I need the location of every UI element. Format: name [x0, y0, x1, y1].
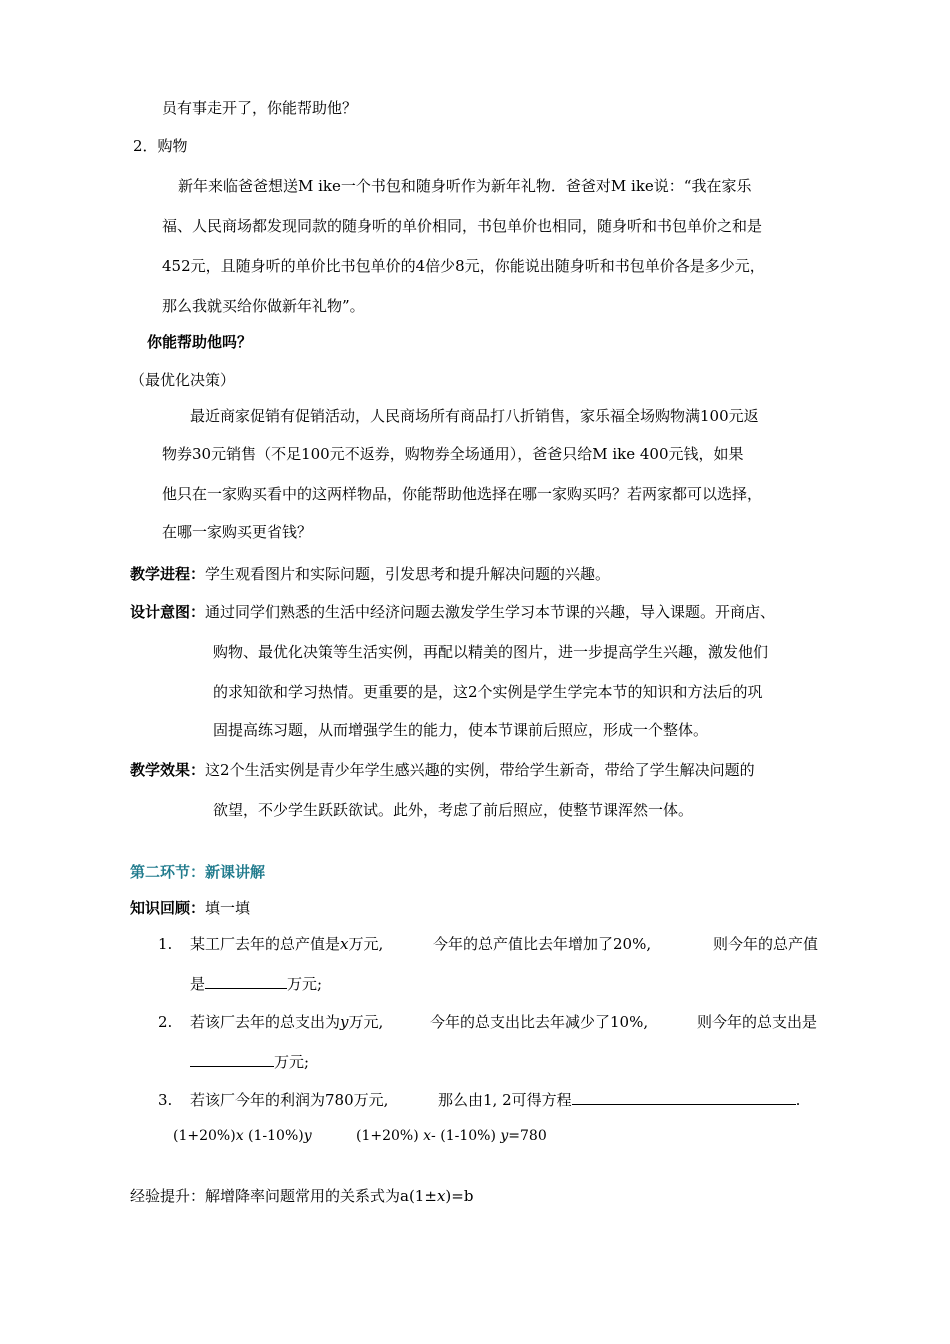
item-3-equation-line: [438, 1090, 800, 1110]
item-1-text: 某工厂去年的总产值是: [190, 935, 341, 953]
optimal-para-line: 他只在一家购买看中的这两样物品，你能帮助他选择在哪一家购买吗？若两家都可以选择，: [162, 485, 763, 503]
teaching-effect: 教学效果：这2个生活实例是青少年学生感兴趣的实例，带给学生新奇，带给了学生解决问题的: [130, 761, 755, 779]
optimal-para-line: 物券30元销售（不足100元不返券，购物券全场通用），爸爸只给M ike 400元钱，如果: [162, 445, 744, 463]
answer-term: (1+20%): [173, 1128, 236, 1144]
answer-term: (1-10%): [248, 1128, 304, 1144]
var-x: x: [340, 935, 349, 953]
answer-term: - (1-10%): [431, 1128, 496, 1144]
item-2-text: 若该厂去年的总支出为: [190, 1013, 341, 1031]
item-2-decrease: 今年的总支出比去年减少了10%,: [430, 1013, 649, 1031]
item-1-then: 则今年的总产值: [713, 935, 819, 953]
item-2-unit2: 万元;: [274, 1053, 310, 1071]
item-number: 1.: [158, 935, 173, 953]
item-2-then: 则今年的总支出是: [697, 1013, 818, 1031]
var-x: x: [235, 1128, 244, 1144]
intro-continuation: 员有事走开了，你能帮助他？: [162, 99, 358, 117]
section-title: 第二环节：新课讲解: [130, 863, 266, 881]
answer-term: =780: [508, 1128, 547, 1144]
fill-blank[interactable]: [190, 1052, 274, 1067]
item-1-unit: 万元,: [348, 935, 384, 953]
item-number: 2.: [158, 1013, 173, 1031]
optimal-heading: （最优化决策）: [130, 371, 236, 389]
shopping-para-line: 新年来临爸爸想送M ike一个书包和随身听作为新年礼物．爸爸对M ike说：“我在家乐: [178, 177, 752, 195]
formula: a(1±: [400, 1187, 437, 1205]
item-2-unit: 万元,: [348, 1013, 384, 1031]
answer-1: [173, 1126, 312, 1146]
var-y: y: [303, 1128, 312, 1144]
item-1-is: 是: [190, 975, 206, 993]
design-intent-line: 固提高练习题，从而增强学生的能力，使本节课前后照应，形成一个整体。: [213, 721, 709, 739]
formula: )=b: [445, 1187, 474, 1205]
design-intent-label: 设计意图: [130, 603, 191, 621]
item-2-answer-line: [190, 1052, 309, 1072]
shopping-heading: 2．购物: [133, 137, 188, 155]
item-2-part: [190, 1012, 383, 1032]
shopping-para-line: 那么我就买给你做新年礼物”。: [162, 297, 365, 315]
item-1-answer-line: [190, 974, 322, 994]
fill-blank[interactable]: [572, 1090, 796, 1105]
item-number: 3.: [158, 1091, 173, 1109]
var-x: x: [436, 1187, 446, 1205]
optimal-para-line: 最近商家促销有促销活动，人民商场所有商品打八折销售，家乐福全场购物满100元返: [190, 407, 759, 425]
answer-term: (1+20%): [356, 1128, 419, 1144]
design-intent: 设计意图：通过同学们熟悉的生活中经济问题去激发学生学习本节课的兴趣，导入课题。开商店、: [130, 603, 776, 621]
item-3-end: .: [795, 1091, 801, 1109]
item-3-equation-prompt: 那么由1, 2可得方程: [438, 1091, 572, 1109]
var-y: y: [340, 1013, 349, 1031]
item-3-text: 若该厂今年的利润为780万元,: [190, 1091, 389, 1109]
teaching-process: 教学进程：学生观看图片和实际问题，引发思考和提升解决问题的兴趣。: [130, 565, 611, 583]
knowledge-review: 知识回顾：填一填: [130, 899, 251, 917]
experience-label: 经验提升：解增降率问题常用的关系式为: [130, 1187, 401, 1205]
answer-2: [356, 1126, 547, 1146]
review-label: 知识回顾: [130, 899, 191, 917]
var-y: y: [500, 1128, 509, 1144]
item-1-part: [190, 934, 383, 954]
experience-line: [130, 1186, 473, 1206]
shopping-para-line: 福、人民商场都发现同款的随身听的单价相同，书包单价也相同，随身听和书包单价之和是: [162, 217, 763, 235]
item-1-unit2: 万元;: [287, 975, 323, 993]
design-intent-line: 购物、最优化决策等生活实例，再配以精美的图片，进一步提高学生兴趣，激发他们: [213, 643, 769, 661]
teaching-process-text: 学生观看图片和实际问题，引发思考和提升解决问题的兴趣。: [205, 565, 611, 583]
shopping-para-line: 452元，且随身听的单价比书包单价的4倍少8元，你能说出随身听和书包单价各是多少元，: [162, 257, 765, 275]
design-intent-line: 通过同学们熟悉的生活中经济问题去激发学生学习本节课的兴趣，导入课题。开商店、: [205, 603, 776, 621]
teaching-effect-label: 教学效果: [130, 761, 191, 779]
teaching-process-label: 教学进程: [130, 565, 191, 583]
design-intent-line: 的求知欲和学习热情。更重要的是，这2个实例是学生学完本节的知识和方法后的巩: [213, 683, 763, 701]
optimal-para-line: 在哪一家购买更省钱？: [162, 523, 313, 541]
teaching-effect-line: 这2个生活实例是青少年学生感兴趣的实例，带给学生新奇，带给了学生解决问题的: [205, 761, 755, 779]
teaching-effect-line: 欲望，不少学生跃跃欲试。此外，考虑了前后照应，使整节课浑然一体。: [213, 801, 694, 819]
review-text: 填一填: [205, 899, 251, 917]
var-x: x: [423, 1128, 432, 1144]
item-1-increase: 今年的总产值比去年增加了20%,: [433, 935, 652, 953]
help-question: 你能帮助他吗？: [147, 333, 253, 351]
fill-blank[interactable]: [205, 974, 287, 989]
